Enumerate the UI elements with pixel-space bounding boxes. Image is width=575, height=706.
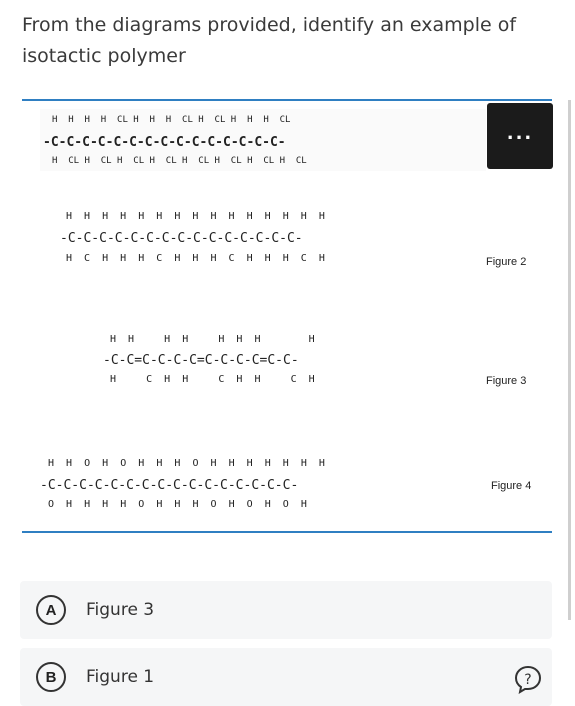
figure-1-bottom-atoms: H CL H CL H CL H CL H CL H CL H CL H CL [52, 156, 307, 166]
option-b[interactable] [20, 648, 552, 706]
figure-4-label: Figure 4 [491, 480, 532, 492]
scrollbar[interactable] [568, 100, 571, 620]
option-a-text: Figure 3 [86, 600, 155, 620]
option-b-text: Figure 1 [86, 667, 155, 687]
figure-2-top-atoms: H H H H H H H H H H H H H H H [66, 211, 325, 222]
figure-1-top-atoms: H H H H CL H H H CL H CL H H H CL [52, 115, 291, 125]
question-text: From the diagrams provided, identify an example of isotactic polymer [22, 14, 517, 67]
figure-3-chain: -C-C=C-C-C-C=C-C-C-C=C-C- [103, 353, 299, 368]
figure-2-label: Figure 2 [486, 256, 527, 268]
option-a-letter: A [36, 595, 66, 625]
figure-3-bottom-atoms: H C H H C H H C H [110, 374, 315, 385]
figure-4-top-atoms: H H O H O H H H O H H H H H H H [48, 458, 325, 469]
figure-3-top-atoms: H H H H H H H H [110, 334, 315, 345]
figure-1-chain: -C-C-C-C-C-C-C-C-C-C-C-C-C-C-C- [43, 135, 286, 150]
svg-text:?: ? [524, 672, 532, 688]
figure-3-label: Figure 3 [486, 375, 527, 387]
option-a[interactable] [20, 581, 552, 639]
more-button-label: ... [506, 122, 534, 144]
figure-2-chain: -C-C-C-C-C-C-C-C-C-C-C-C-C-C-C- [60, 231, 303, 246]
help-icon[interactable] [513, 664, 543, 694]
option-b-letter: B [36, 662, 66, 692]
figure-2-bottom-atoms: H C H H H C H H H C H H H C H [66, 253, 325, 264]
figure-4-bottom-atoms: O H H H H O H H H O H O H O H [48, 499, 307, 510]
figure-4-chain: -C-C-C-C-C-C-C-C-C-C-C-C-C-C-C-C- [40, 478, 299, 493]
more-options-button[interactable] [487, 103, 553, 169]
